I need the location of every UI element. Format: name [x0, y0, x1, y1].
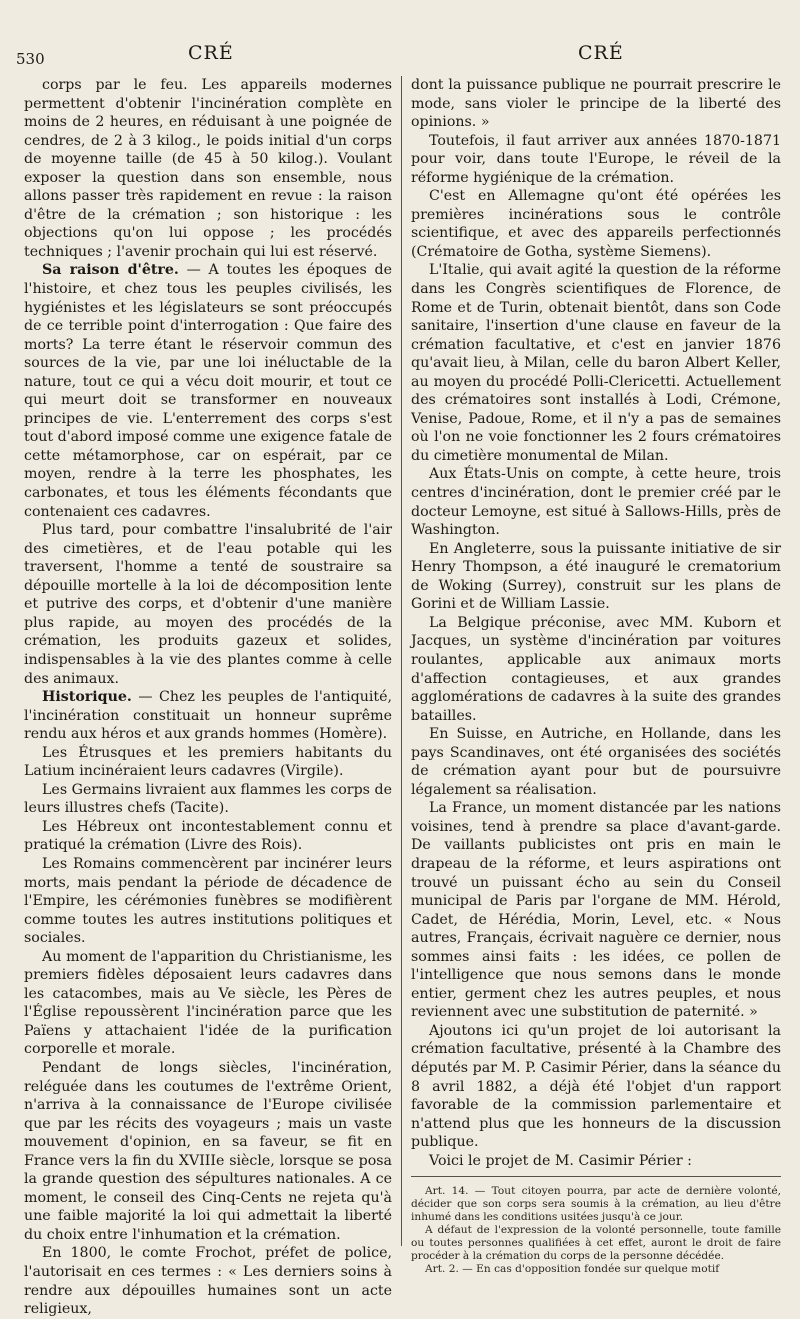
paragraph [24, 855, 392, 948]
paragraph [24, 1244, 392, 1318]
paragraph [411, 465, 781, 539]
paragraph [24, 1059, 392, 1244]
paragraph-text: Au moment de l'apparition du Christianisme, les premiers fidèles déposaient leurs cadavres dans les catacombes, mais au Ve siècle, les Pères de l'Église repoussèrent l'incinération parce que les Païens y attachaient l'idée de la purification corporelle et morale. [24, 948, 392, 1058]
running-head-left: CRÉ [188, 42, 234, 64]
paragraph-text: C'est en Allemagne qu'ont été opérées les premières incinérations sous le contrôle scientifique, et avec des appareils perfectionnés (Crématoire de Gotha, système Siemens). [411, 188, 781, 260]
paragraph [411, 1224, 781, 1263]
paragraph [411, 1185, 781, 1224]
paragraph [411, 1152, 781, 1171]
section-heading: Sa raison d'être. [42, 262, 179, 279]
paragraph-text: Art. 14. — Tout citoyen pourra, par acte de dernière volonté, décider que son corps sera soumis à la crémation, au lieu d'être inhumé dans les conditions usitées jusqu'à ce jour. [411, 1185, 781, 1224]
paragraph-text: — Chez les peuples de l'antiquité, l'incinération constituait un honneur suprême rendu aux héros et aux grands hommes (Homère). [24, 689, 392, 743]
paragraph [24, 521, 392, 688]
paragraph-text: corps par le feu. Les appareils modernes permettent d'obtenir l'incinération complète en moins de 2 heures, en réduisant à une poignée de cendres, de 2 à 3 kilog., le poids initial d'un corps de moyenne taille (de 45 à 50 kilog.). Voulant exposer la question dans son ensemble, nous allons passer très rapidement en revue : la raison d'être de la crémation ; son historique : les objections qu'on lui oppose ; les procédés techniques ; l'avenir prochain qui lui est réservé. [24, 77, 392, 260]
paragraph-text: dont la puissance publique ne pourrait prescrire le mode, sans violer le principe de la liberté des opinions. » [411, 77, 781, 131]
paragraph [24, 781, 392, 818]
paragraph-text: Les Étrusques et les premiers habitants du Latium incinéraient leurs cadavres (Virgile). [24, 744, 392, 780]
paragraph [24, 818, 392, 855]
paragraph [24, 948, 392, 1059]
paragraph-text: En 1800, le comte Frochot, préfet de police, l'autorisait en ces termes : « Les derniers soins à rendre aux dépouilles humaines sont un acte religieux, [24, 1245, 392, 1318]
paragraph-text: Les Hébreux ont incontestablement connu et pratiqué la crémation (Livre des Rois). [24, 818, 392, 854]
paragraph-text: Voici le projet de M. Casimir Périer : [429, 1152, 692, 1169]
paragraph-text: La Belgique préconise, avec MM. Kuborn et Jacques, un système d'incinération par voitures roulantes, applicable aux animaux morts d'affection contagieuses, et aux grandes agglomérations de cadavres à la suite des grandes batailles. [411, 614, 781, 724]
paragraph-text: — A toutes les époques de l'histoire, et chez tous les peuples civilisés, les hygiénistes et les législateurs se sont préoccupés de ce terrible point d'interrogation : Que faire des morts? La terre étant le réservoir commun des sources de la vie, par une loi inéluctable de la nature, tout ce qui a vécu doit mourir, et tout ce qui meurt doit se transformer en nouveaux principes de vie. L'enterrement des corps s'est tout d'abord imposé comme une exigence fatale de cette métamorphose, car on espérait, par ce moyen, rendre à la terre les phosphates, les carbonates, et tous les éléments fécondants que contenaient ces cadavres. [24, 262, 392, 520]
paragraph [411, 540, 781, 614]
paragraph [411, 614, 781, 725]
column-divider [401, 76, 402, 1246]
paragraph [411, 261, 781, 465]
right-column [411, 76, 781, 1276]
paragraph-text: La France, un moment distancée par les nations voisines, tend à prendre sa place d'avant-garde. De vaillants publicistes ont pris en main le drapeau de la réforme, et leurs aspirations ont trouvé un puissant écho au sein du Conseil municipal de Paris par l'organe de MM. Hérold, Cadet, de Hérédia, Morin, Level, etc. « Nous autres, Français, écrivait naguère ce dernier, nous sommes ainsi faits : les idées, ce pollen de l'intelligence que nous semons dans le monde entier, germent chez les autres peuples, et nous reviennent avec une substitution de paternité. » [411, 800, 781, 1021]
paragraph [411, 1263, 781, 1276]
paragraph [24, 261, 392, 521]
paragraph [411, 132, 781, 188]
paragraph-text: Aux États-Unis on compte, à cette heure, trois centres d'incinération, dont le premier créé par le docteur Lemoyne, est situé à Sallows-Hills, près de Washington. [411, 466, 781, 539]
paragraph-text: Ajoutons ici qu'un projet de loi autorisant la crémation facultative, présenté à la Chambre des députés par M. P. Casimir Périer, dans la séance du 8 avril 1882, a déjà été l'objet d'un rapport favorable de la commission parlementaire et n'attend plus que les honneurs de la discussion publique. [411, 1022, 781, 1151]
paragraph-text: Pendant de longs siècles, l'incinération, reléguée dans les coutumes de l'extrême Orient, n'arriva à la connaissance de l'Europe civilisée que par les récits des voyageurs ; mais un vaste mouvement d'opinion, en sa faveur, se fit en France vers la fin du XVIIIe siècle, lorsque se posa la grande question des sépultures nationales. A ce moment, le conseil des Cinq-Cents ne rejeta qu'à une faible majorité la loi qui admettait la liberté du choix entre l'inhumation et la crémation. [24, 1059, 392, 1243]
paragraph [411, 187, 781, 261]
paragraph [411, 1022, 781, 1152]
paragraph-text: Art. 2. — En cas d'opposition fondée sur quelque motif [425, 1263, 720, 1276]
right-column-body [411, 76, 781, 1170]
paragraph-text: A défaut de l'expression de la volonté personnelle, toute famille ou toutes personnes qualifiées à cet effet, auront le droit de faire procéder à la crémation du corps de la personne décédée. [411, 1224, 781, 1263]
bill-articles [411, 1185, 781, 1276]
paragraph [24, 744, 392, 781]
running-head-right: CRÉ [578, 42, 624, 64]
section-heading: Historique. [42, 689, 132, 706]
paragraph [411, 799, 781, 1022]
left-column [24, 76, 392, 1319]
paragraph-text: Les Romains commencèrent par incinérer leurs morts, mais pendant la période de décadence de l'Empire, les cérémonies funèbres se modifièrent comme toutes les autres institutions politiques et sociales. [24, 855, 392, 947]
paragraph-text: En Angleterre, sous la puissante initiative de sir Henry Thompson, a été inauguré le crematorium de Woking (Surrey), construit sur les plans de Gorini et de William Lassie. [411, 540, 781, 613]
articles-divider [411, 1176, 781, 1177]
paragraph-text: En Suisse, en Autriche, en Hollande, dans les pays Scandinaves, ont été organisées des sociétés de crémation ayant pour but de poursuivre légalement sa réalisation. [411, 726, 781, 798]
paragraph [24, 688, 392, 744]
paragraph [24, 76, 392, 261]
paragraph-text: Les Germains livraient aux flammes les corps de leurs illustres chefs (Tacite). [24, 781, 392, 817]
paragraph [411, 725, 781, 799]
paragraph-text: Plus tard, pour combattre l'insalubrité de l'air des cimetières, et de l'eau potable qui les traversent, l'homme a tenté de soustraire sa dépouille mortelle à la loi de décomposition lente et putrive des corps, et d'obtenir d'une manière plus rapide, au moyen des procédés de la crémation, les produits gazeux et solides, indispensables à la vie des plantes comme à celle des animaux. [24, 522, 392, 687]
page-number: 530 [16, 50, 45, 68]
paragraph [411, 76, 781, 132]
paragraph-text: Toutefois, il faut arriver aux années 1870-1871 pour voir, dans toute l'Europe, le réveil de la réforme hygiénique de la crémation. [411, 132, 781, 186]
paragraph-text: L'Italie, qui avait agité la question de la réforme dans les Congrès scientifiques de Florence, de Rome et de Turin, obtenait bientôt, dans son Code sanitaire, l'insertion d'une clause en faveur de la crémation facultative, et c'est en janvier 1876 qu'avait lieu, à Milan, celle du baron Albert Keller, au moyen du procédé Polli-Clericetti. Actuellement des crématoires sont installés à Lodi, Crémone, Venise, Padoue, Rome, et il n'y a pas de semaines où l'on ne voie fonctionner les 2 fours crématoires du cimetière monumental de Milan. [411, 262, 781, 464]
